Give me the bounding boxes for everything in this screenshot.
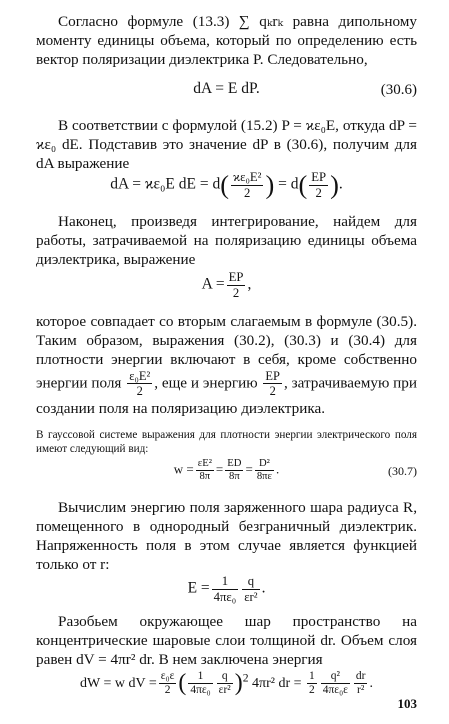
paragraph-4-text: , еще и энергию [154, 374, 258, 392]
paren-close: ) [265, 170, 275, 200]
equation-dW-body [36, 670, 417, 697]
paren-close: ) [234, 670, 243, 697]
fraction [217, 670, 233, 697]
equation-30-6 [36, 80, 417, 114]
fraction [212, 574, 239, 604]
paragraph-5 [36, 498, 417, 574]
numerator: εE² [196, 458, 214, 471]
denominator: 4πε₀ [213, 589, 237, 604]
denominator: 2 [269, 384, 276, 399]
fraction [309, 170, 328, 200]
denominator: 8πε [256, 471, 272, 483]
fraction [242, 574, 259, 604]
denominator: 2 [232, 285, 240, 300]
eq-text: . [276, 461, 280, 477]
fraction [196, 458, 214, 484]
eq-text: . [369, 675, 373, 691]
numerator: dr [354, 670, 368, 684]
denominator: 8π [229, 471, 240, 483]
denominator: 4πε₀ε [322, 684, 348, 697]
fraction [159, 670, 177, 697]
fraction [307, 670, 317, 697]
equation-A [36, 270, 417, 304]
numerator: q [217, 670, 233, 684]
numerator: q [242, 574, 259, 590]
exponent: 2 [242, 671, 249, 685]
numerator: q² [321, 670, 350, 684]
denominator: 8π [199, 471, 211, 483]
numerator: 1 [307, 670, 317, 684]
paragraph-4 [36, 312, 417, 418]
numerator: EP [265, 369, 280, 383]
fraction [188, 670, 212, 697]
fraction [255, 458, 274, 484]
denominator: 4πε₀ [190, 684, 211, 697]
fraction [225, 458, 243, 484]
eq-text: . [261, 579, 266, 597]
eq-text: = d [278, 175, 299, 193]
numerator: 1 [188, 670, 212, 684]
paragraph-4-text: которое совпадает со вторым слагаемым в формуле (30.5). Таким образом, выражения (30.2), (30.3) и (30.4) для плотности энергии включают в себя, кроме собственно энергии поля [36, 313, 417, 392]
fraction [263, 369, 282, 399]
paragraph-6 [36, 612, 417, 669]
numerator: ED [225, 458, 243, 471]
equation-number: (30.6) [380, 82, 417, 98]
denominator: r² [357, 684, 365, 697]
equation-30-6-body: dA = E dP. [193, 80, 260, 97]
eq-text: . [338, 175, 343, 193]
numerator: D² [255, 458, 274, 471]
fraction [127, 369, 152, 399]
equation-30-7 [36, 458, 417, 492]
numerator: EP [311, 170, 327, 184]
paren-open: ( [298, 170, 308, 200]
denominator: 2 [244, 185, 251, 200]
denominator: 2 [309, 684, 315, 697]
page-number: 103 [397, 696, 417, 711]
fraction [321, 670, 350, 697]
paren-open: ( [220, 170, 229, 200]
paragraph-1-text: Согласно формуле (13.3) ∑ qₖrₖ равна дипольному моменту единицы объема, который по определению есть вектор поляризации диэлектрика P. Следовательно, [36, 13, 417, 68]
paragraph-1 [36, 12, 417, 69]
eq-text: dA = ϰε₀E dE = d [110, 175, 221, 193]
eq-text: E = [187, 579, 210, 597]
equation-E [36, 574, 417, 608]
equation-dA-body [36, 170, 417, 200]
fraction [231, 170, 263, 200]
denominator: 2 [136, 384, 143, 399]
paragraph-2-text: В соответствии с формулой (15.2) P = ϰε₀E, откуда dP = ϰε₀ dE. Подставив это значение dP в (30.6), получим для dA выражение [36, 117, 417, 172]
numerator: EP [228, 270, 244, 284]
paragraph-3-text: Наконец, произведя интегрирование, найдем для работы, затрачиваемой на поляризацию единицы объема диэлектрика, выражение [36, 213, 417, 268]
equation-E-body [36, 574, 417, 604]
eq-text: w = [173, 461, 194, 477]
paragraph-3 [36, 212, 417, 269]
denominator: 2 [315, 185, 322, 200]
eq-text: = [245, 461, 253, 477]
equation-number: (30.7) [388, 464, 417, 478]
gauss-note-text: В гауссовой системе выражения для плотности энергии электрического поля имеют следующий вид: [36, 429, 417, 455]
equation-A-body [36, 270, 417, 300]
paragraph-2 [36, 116, 417, 173]
eq-text: = [215, 461, 224, 477]
equation-dA [36, 170, 417, 204]
eq-text: A = [201, 275, 225, 293]
fraction [227, 270, 246, 300]
denominator: 2 [164, 684, 171, 697]
paren-close: ) [330, 170, 339, 200]
numerator: ε₀ε [159, 670, 177, 684]
paragraph-6-text: Разобьем окружающее шар пространство на концентрические шаровые слои толщиной dr. Объем слоя равен dV = 4πr² dr. В нем заключена энергия [36, 613, 417, 668]
eq-text: dW = w dV = [80, 675, 157, 691]
equation-dW [36, 670, 417, 704]
fraction [354, 670, 368, 697]
eq-text: , [247, 275, 252, 293]
paragraph-4-text: , затрачиваемую при создании поля на поляризацию диэлектрика. [36, 374, 417, 417]
paren-open: ( [178, 670, 187, 697]
denominator: εr² [244, 589, 258, 604]
numerator: ϰε₀E² [233, 170, 262, 184]
denominator: εr² [218, 684, 231, 697]
paragraph-5-text: Вычислим энергию поля заряженного шара радиуса R, помещенного в однородный безграничный диэлектрик. Напряженность поля в этом случае является функцией только от r: [36, 499, 417, 573]
equation-30-7-body [36, 458, 417, 484]
gauss-note [36, 428, 417, 456]
numerator: 1 [212, 574, 239, 590]
numerator: ε₀E² [129, 369, 151, 383]
eq-text: 4πr² dr = [252, 675, 302, 691]
